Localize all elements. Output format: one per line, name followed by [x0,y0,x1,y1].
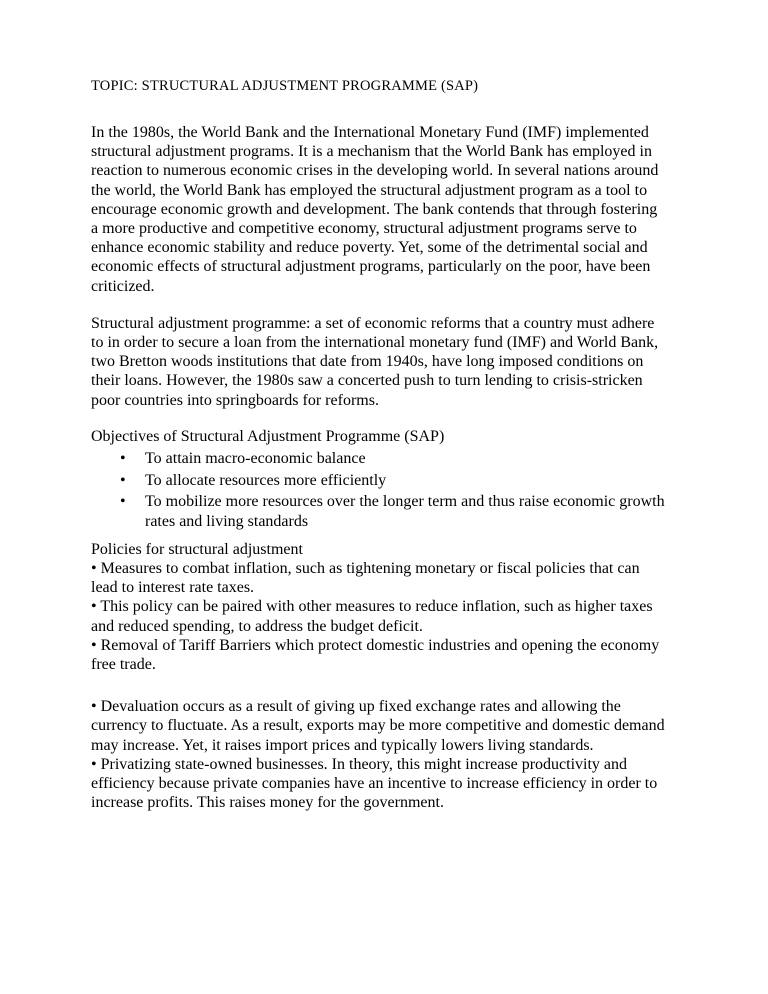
policy-bullet-paragraph: • Privatizing state-owned businesses. In theory, this might increase productivity and efficiency because private companies have an incentive to increase efficiency in order to increase profits. This raises money for the government. [91,755,658,812]
list-item [91,471,668,490]
bullet-icon: • [120,450,126,468]
list-item-text: To attain macro-economic balance [145,450,366,468]
list-item [91,449,668,468]
list-item-text: To mobilize more resources over the longer term and thus raise economic growth rates and living standards [145,493,665,530]
intro-paragraph: In the 1980s, the World Bank and the International Monetary Fund (IMF) implemented structural adjustment programs. It is a mechanism that the World Bank has employed in reaction to numerous economic crises in the developing world. In several nations around the world, the World Bank has employed the structural adjustment program as a tool to encourage economic growth and development. The bank contends that through fostering a more productive and competitive economy, structural adjustment programs serve to enhance economic stability and reduce poverty. Yet, some of the detrimental social and economic effects of structural adjustment programs, particularly on the poor, have been criticized. [91,124,659,295]
policy-bullet-paragraph: • Devaluation occurs as a result of giving up fixed exchange rates and allowing the currency to fluctuate. As a result, exports may be more competitive and domestic demand may increase. Yet, it raises import prices and typically lowers living standards. [91,698,665,754]
policies-heading: Policies for structural adjustment [91,540,303,558]
list-item [91,492,668,530]
objectives-list [91,449,668,531]
objectives-heading: Objectives of Structural Adjustment Programme (SAP) [91,427,445,445]
definition-paragraph: Structural adjustment programme: a set of economic reforms that a country must adhere to in order to secure a loan from the international monetary fund (IMF) and World Bank, two Bretton woods institutions that date from 1940s, have long imposed conditions on their loans. However, the 1980s saw a concerted push to turn lending to crisis-stricken poor countries into springboards for reforms. [91,314,659,409]
bullet-icon: • [120,493,126,511]
policy-bullet-paragraph: • Removal of Tariff Barriers which protect domestic industries and opening the economy free trade. [91,636,660,674]
policy-bullet-paragraph: • Measures to combat inflation, such as tightening monetary or fiscal policies that can lead to interest rate taxes. [91,560,640,597]
list-item-text: To allocate resources more efficiently [145,471,387,489]
bullet-icon: • [120,471,126,489]
topic-heading: TOPIC: STRUCTURAL ADJUSTMENT PROGRAMME (SAP) [91,78,479,94]
policy-bullet-paragraph: • This policy can be paired with other measures to reduce inflation, such as higher taxes and reduced spending, to address the budget deficit. [91,598,653,635]
